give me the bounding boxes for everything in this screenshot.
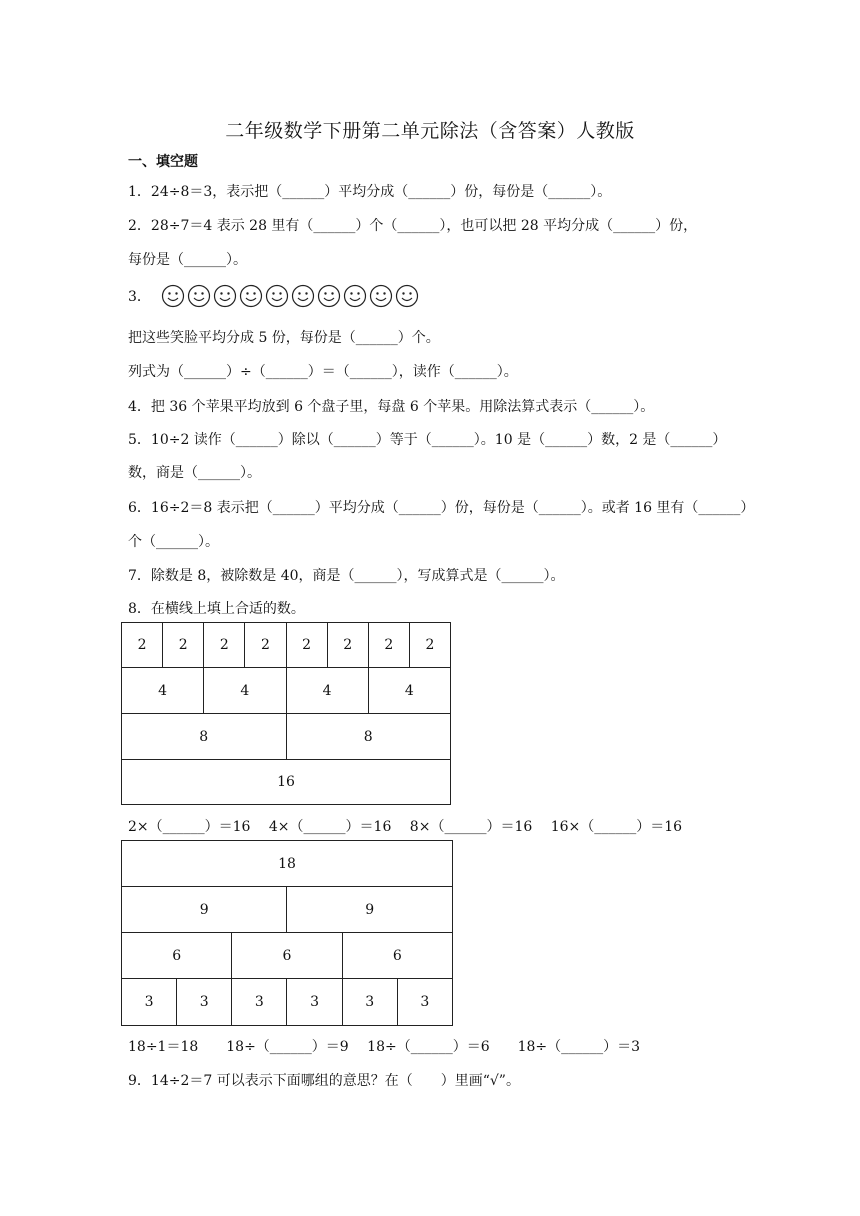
table-cell: 4	[204, 668, 286, 714]
table-cell: 2	[286, 623, 327, 668]
table-cell: 3	[342, 979, 397, 1026]
table-row	[122, 841, 453, 887]
table-cell: 2	[122, 623, 163, 668]
table-cell: 3	[177, 979, 232, 1026]
question-7: 7．除数是 8，被除数是 40，商是（______），写成算式是（______）。	[128, 568, 565, 584]
smiley-face-icon	[343, 284, 367, 308]
question-8: 8．在横线上填上合适的数。	[128, 601, 305, 617]
smiley-face-icon	[187, 284, 211, 308]
question-2-line-2: 每份是（______）。	[128, 252, 247, 268]
page-title: 二年级数学下册第二单元除法（含答案）人教版	[225, 120, 635, 142]
question-3-number: 3．	[128, 289, 151, 305]
smiley-face-icon	[265, 284, 289, 308]
table-cell: 4	[286, 668, 368, 714]
table-row	[122, 979, 453, 1026]
question-3-line-1: 把这些笑脸平均分成 5 份，每份是（______）个。	[128, 330, 440, 346]
section-heading: 一、填空题	[128, 154, 198, 170]
question-5-line-2: 数，商是（______）。	[128, 465, 261, 481]
question-6-line-2: 个（______）。	[128, 534, 219, 550]
question-9: 9．14÷2＝7 可以表示下面哪组的意思？在（ ）里画“√”。	[128, 1073, 520, 1089]
table-row	[122, 623, 451, 668]
table-cell: 3	[287, 979, 342, 1026]
smiley-face-icon	[239, 284, 263, 308]
table-cell: 4	[368, 668, 450, 714]
question-4: 4．把 36 个苹果平均放到 6 个盘子里，每盘 6 个苹果。用除法算式表示（______）。	[128, 399, 655, 415]
table-cell: 9	[122, 887, 287, 933]
table-cell: 2	[368, 623, 409, 668]
table-row	[122, 933, 453, 979]
table-cell: 18	[122, 841, 453, 887]
question-2-line-1: 2．28÷7＝4 表示 28 里有（______）个（______），也可以把 28 平均分成（______）份，	[128, 218, 698, 234]
division-table-18	[121, 840, 453, 1026]
table-cell: 16	[122, 760, 451, 805]
table-cell: 3	[232, 979, 287, 1026]
table-cell: 9	[287, 887, 453, 933]
question-8-blanks-1: 2×（______）＝16 4×（______）＝16 8×（______）＝16 16×（______）＝16	[128, 819, 683, 835]
division-table-16	[121, 622, 451, 805]
table-cell: 3	[397, 979, 452, 1026]
table-cell: 2	[409, 623, 450, 668]
table-cell: 6	[232, 933, 342, 979]
question-6-line-1: 6．16÷2＝8 表示把（______）平均分成（______）份，每份是（______）。或者 16 里有（______）	[128, 500, 755, 516]
table-cell: 2	[245, 623, 286, 668]
smiley-face-icon	[317, 284, 341, 308]
question-1: 1．24÷8＝3，表示把（______）平均分成（______）份，每份是（______）。	[128, 184, 612, 200]
table-cell: 8	[286, 714, 451, 760]
table-row	[122, 668, 451, 714]
table-cell: 6	[122, 933, 232, 979]
table-cell: 2	[327, 623, 368, 668]
table-cell: 4	[122, 668, 204, 714]
table-row	[122, 887, 453, 933]
question-5-line-1: 5．10÷2 读作（______）除以（______）等于（______）。10 是（______）数，2 是（______）	[128, 432, 727, 448]
table-row	[122, 760, 451, 805]
table-cell: 2	[163, 623, 204, 668]
question-3-line-2: 列式为（______）÷（______）＝（______），读作（______）。	[128, 364, 518, 380]
question-8-blanks-2: 18÷1＝18 18÷（______）＝9 18÷（______）＝6 18÷（______）＝3	[128, 1039, 641, 1055]
smiley-row	[128, 284, 421, 308]
table-cell: 3	[122, 979, 177, 1026]
smiley-face-icon	[161, 284, 185, 308]
smiley-faces	[161, 284, 421, 308]
table-cell: 2	[204, 623, 245, 668]
smiley-face-icon	[369, 284, 393, 308]
table-cell: 8	[122, 714, 287, 760]
table-cell: 6	[342, 933, 452, 979]
smiley-face-icon	[291, 284, 315, 308]
smiley-face-icon	[395, 284, 419, 308]
table-row	[122, 714, 451, 760]
smiley-face-icon	[213, 284, 237, 308]
